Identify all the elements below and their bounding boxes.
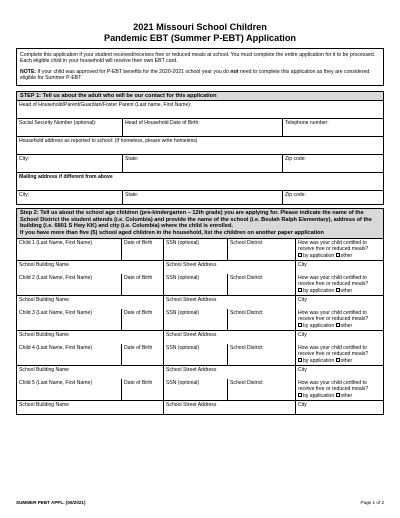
child-dob-label: Date of Birth [124, 239, 153, 246]
step-2-subheading: If you have more than five (5) school aged children in the household, list the children on another paper application [20, 230, 324, 236]
child-dob-label: Date of Birth [124, 274, 153, 281]
other-label: other [340, 287, 353, 294]
school-district-field[interactable] [228, 379, 296, 400]
school-building-label: School Building Name [19, 331, 70, 338]
note-label: NOTE: [20, 68, 37, 75]
school-building-label: School Building Name [19, 296, 70, 303]
hoh-dob-label: Head of Household Date of Birth: [125, 120, 200, 127]
school-district-label: School District [230, 379, 263, 386]
school-district-label: School District [230, 309, 263, 316]
child-ssn-field[interactable] [164, 239, 228, 260]
other-checkbox[interactable] [336, 288, 340, 292]
child-name-field[interactable] [17, 239, 122, 260]
child-name-label: Child 3 (Last Name, First Name) [19, 309, 93, 316]
mailing-city-label: City: [19, 192, 30, 199]
other-label: other [340, 322, 353, 329]
child-ssn-field[interactable] [164, 274, 228, 295]
by-application-label: by application [303, 322, 335, 329]
step-1-section [16, 91, 384, 206]
other-label: other [340, 252, 353, 259]
page-number: Page 1 of 2 [360, 500, 384, 505]
child-block [17, 239, 383, 274]
by-application-checkbox[interactable] [298, 253, 302, 257]
state-field[interactable] [123, 155, 283, 172]
step-2-heading [17, 209, 383, 238]
school-city-label: City [298, 261, 307, 268]
certification-field [296, 239, 383, 260]
child-ssn-label: SSN (optional) [166, 274, 200, 281]
by-application-checkbox[interactable] [298, 358, 302, 362]
mailing-zip-field[interactable] [283, 191, 383, 204]
intro-box [16, 48, 384, 86]
child-name-label: Child 2 (Last Name, First Name) [19, 274, 93, 281]
school-building-label: School Building Name [19, 401, 70, 408]
by-application-label: by application [303, 357, 335, 364]
school-building-field[interactable] [17, 401, 164, 414]
school-street-field[interactable] [164, 331, 296, 344]
school-city-field[interactable] [296, 331, 383, 344]
certification-field [296, 379, 383, 400]
form-title [16, 22, 384, 44]
child-dob-field[interactable] [122, 274, 164, 295]
mailing-address-field[interactable] [17, 173, 383, 191]
certification-question: How was your child certified to receive free or reduced meals? [298, 344, 369, 357]
city-field[interactable] [17, 155, 123, 172]
intro-paragraph: Complete this application if your student received/receives free or reduced meals at school. You must complete the entire application for it to be processed. Each eligible child in your household will receive their own EBT card. [20, 52, 376, 65]
intro-note [20, 69, 380, 82]
other-label: other [340, 392, 353, 399]
hoh-dob-field[interactable] [123, 119, 283, 136]
title-line-2: Pandemic EBT (Summer P-EBT) Application [103, 33, 297, 43]
child-dob-label: Date of Birth [124, 344, 153, 351]
by-application-label: by application [303, 392, 335, 399]
school-city-field[interactable] [296, 296, 383, 309]
other-checkbox[interactable] [336, 323, 340, 327]
note-text-b: need to complete this application as they are considered eligible for Summer P-EBT [20, 68, 370, 82]
child-name-field[interactable] [17, 274, 122, 295]
school-city-field[interactable] [296, 366, 383, 379]
other-checkbox[interactable] [336, 253, 340, 257]
head-name-label: Head of Household/Parent/Guardian/Foster Parent (Last name, First Name): [19, 102, 192, 109]
step-1-heading: STEP 1: Tell us about the adult who will be our contact for this application [17, 92, 383, 102]
child-name-field[interactable] [17, 309, 122, 330]
school-street-label: School Street Address [166, 261, 217, 268]
certification-field [296, 309, 383, 330]
mailing-address-label: Mailing address if different from above [19, 174, 113, 181]
school-building-label: School Building Name [19, 366, 70, 373]
school-district-label: School District [230, 344, 263, 351]
household-address-field[interactable] [17, 137, 383, 155]
certification-question: How was your child certified to receive free or reduced meals? [298, 274, 369, 287]
zip-field[interactable] [283, 155, 383, 172]
by-application-label: by application [303, 287, 335, 294]
child-dob-field[interactable] [122, 379, 164, 400]
child-ssn-label: SSN (optional) [166, 379, 200, 386]
household-address-label: Household address as reported to school: (If homeless, please write homeless) [19, 138, 198, 145]
title-line-1: 2021 Missouri School Children [133, 22, 267, 32]
form-id: SUMMER PEBT APPL. (06/2021) [16, 500, 86, 505]
certification-question: How was your child certified to receive free or reduced meals? [298, 239, 369, 252]
child-ssn-label: SSN (optional) [166, 344, 200, 351]
mailing-state-field[interactable] [123, 191, 283, 204]
child-dob-label: Date of Birth [124, 379, 153, 386]
child-dob-field[interactable] [122, 344, 164, 365]
school-district-label: School District [230, 274, 263, 281]
by-application-checkbox[interactable] [298, 323, 302, 327]
child-block [17, 379, 383, 414]
certification-field [296, 274, 383, 295]
certification-question: How was your child certified to receive free or reduced meals? [298, 379, 369, 392]
by-application-checkbox[interactable] [298, 288, 302, 292]
page-footer [16, 500, 384, 505]
mailing-zip-label: Zip code: [285, 192, 306, 199]
school-building-label: School Building Name [19, 261, 70, 268]
school-district-field[interactable] [228, 239, 296, 260]
school-building-field[interactable] [17, 261, 164, 274]
head-of-household-name-field[interactable] [17, 101, 383, 119]
school-building-field[interactable] [17, 366, 164, 379]
school-street-field[interactable] [164, 366, 296, 379]
school-district-label: School District [230, 239, 263, 246]
certification-field [296, 344, 383, 365]
phone-label: Telephone number: [285, 120, 329, 127]
school-street-field[interactable] [164, 261, 296, 274]
school-city-field[interactable] [296, 261, 383, 274]
mailing-state-label: State: [125, 192, 139, 199]
child-name-label: Child 5 (Last Name, First Name) [19, 379, 93, 386]
child-name-label: Child 1 (Last Name, First Name) [19, 239, 93, 246]
school-district-field[interactable] [228, 309, 296, 330]
school-street-field[interactable] [164, 296, 296, 309]
other-checkbox[interactable] [336, 358, 340, 362]
by-application-checkbox[interactable] [298, 393, 302, 397]
child-dob-field[interactable] [122, 239, 164, 260]
other-checkbox[interactable] [336, 393, 340, 397]
school-city-label: City [298, 366, 307, 373]
school-city-label: City [298, 296, 307, 303]
school-building-field[interactable] [17, 331, 164, 344]
child-dob-label: Date of Birth [124, 309, 153, 316]
school-city-field[interactable] [296, 401, 383, 414]
school-district-field[interactable] [228, 344, 296, 365]
application-form [16, 22, 384, 415]
school-city-label: City [298, 401, 307, 408]
state-label: State: [125, 156, 139, 163]
phone-field[interactable] [283, 119, 383, 136]
child-ssn-field[interactable] [164, 379, 228, 400]
child-ssn-label: SSN (optional) [166, 239, 200, 246]
certification-question: How was your child certified to receive free or reduced meals? [298, 309, 369, 322]
ssn-label: Social Security Number (optional): [19, 120, 97, 127]
school-building-field[interactable] [17, 296, 164, 309]
step-2-section [16, 208, 384, 414]
note-not: not [230, 68, 239, 75]
school-city-label: City [298, 331, 307, 338]
child-block [17, 274, 383, 309]
zip-label: Zip code: [285, 156, 306, 163]
child-ssn-label: SSN (optional) [166, 309, 200, 316]
school-street-field[interactable] [164, 401, 296, 414]
school-street-label: School Street Address [166, 331, 217, 338]
ssn-field[interactable] [17, 119, 123, 136]
school-district-field[interactable] [228, 274, 296, 295]
child-ssn-field[interactable] [164, 344, 228, 365]
child-dob-field[interactable] [122, 309, 164, 330]
child-name-field[interactable] [17, 379, 122, 400]
child-name-label: Child 4 (Last Name, First Name) [19, 344, 93, 351]
school-street-label: School Street Address [166, 366, 217, 373]
child-ssn-field[interactable] [164, 309, 228, 330]
step-2-instructions: Step 2: Tell us about the school age children (pre-kindergarten – 12th grade) you are applying for. Please indicate the name of the School District the student attends (i.e. Columbia) and provide the name of the school (i.e. Beulah Ralph Elementary), address of the building (i.e. 6801 S Hwy KK) and city (i.e. Columbia) where the child is enrolled. [20, 210, 372, 230]
school-street-label: School Street Address [166, 401, 217, 408]
mailing-city-field[interactable] [17, 191, 123, 204]
note-text-a: If your child was approved for P-EBT benefits for the 2020-2021 school year you do [36, 68, 231, 75]
other-label: other [340, 357, 353, 364]
child-name-field[interactable] [17, 344, 122, 365]
by-application-label: by application [303, 252, 335, 259]
child-block [17, 344, 383, 379]
child-block [17, 309, 383, 344]
children-list [17, 239, 383, 414]
school-street-label: School Street Address [166, 296, 217, 303]
city-label: City: [19, 156, 30, 163]
